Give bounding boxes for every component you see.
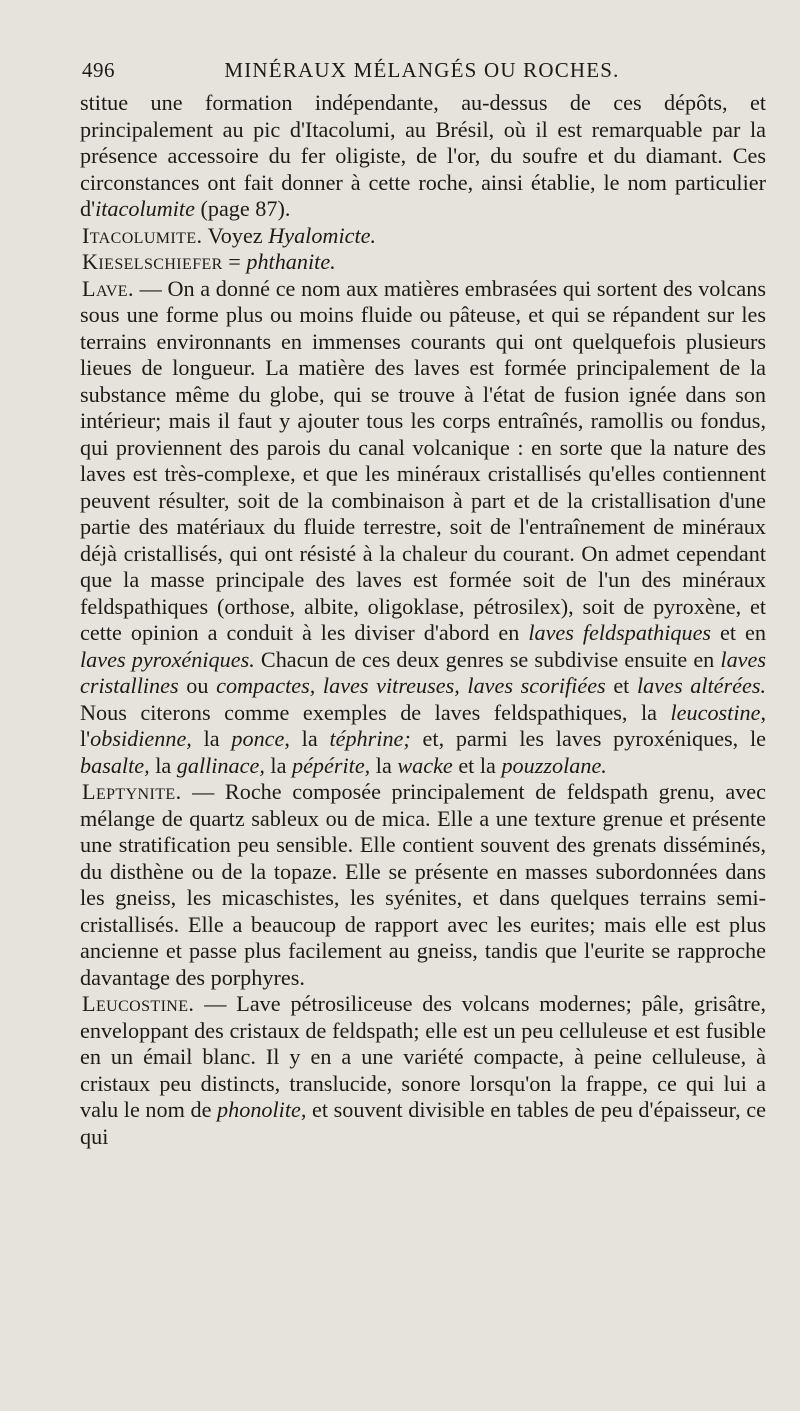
italic-term: Hyalomicte. (268, 222, 377, 248)
italic-term: téphrine; (329, 726, 411, 751)
italic-term: obsidienne, (90, 726, 192, 751)
entry-term: Leucostine. (82, 991, 195, 1016)
body-text: stitue une formation indépendante, au-dessus de ces dépôts, et principalement au pic d'Itacolumi, au Brésil, où il est remarquable par la présence accessoire du fer oligiste, de l'or, du soufre et du diamant. Ces circonstances ont fait donner à cette roche, ainsi établie, le nom particulier d' (80, 90, 766, 221)
entry-lave (80, 276, 766, 780)
body-text: la (264, 752, 292, 778)
italic-term: pouzzolane. (501, 752, 607, 778)
body-text: Voyez (202, 222, 269, 248)
italic-term: laves altérées. (637, 673, 767, 698)
italic-term: phthanite. (246, 249, 336, 274)
body-text: Nous citerons comme exemples de laves feldspathiques, la (80, 699, 671, 725)
body-text: — Roche composée principalement de feldspath grenu, avec mélange de quartz sableux ou de mica. Elle a une texture grenue et présente une stratification peu sensible. Elle contient souvent des grenats disséminés, du disthène ou de la topaze. Elle se présente en masses subordonnées dans les gneiss, les micaschistes, les syénites, et dans quelques terrains semi-cristallisés. Elle a beaucoup de rapport avec les eurites; mais elle est plus ancienne et passe plus facilement au gneiss, tandis que l'eurite se rapproche davantage des porphyres. (80, 779, 766, 990)
body-text: (page 87). (194, 196, 291, 221)
body-text: — On a donné ce nom aux matières embrasées qui sortent des volcans sous une forme plus ou moins fluide ou pâteuse, et qui se répandent sur les terrains environnants en immenses courants qui ont quelquefois plusieurs lieues de longueur. La matière des laves est formée principalement de la substance même du globe, qui se trouve à l'état de fusion ignée dans son intérieur; mais il faut y ajouter tous les corps entraînés, ramollis ou fondus, qui proviennent des parois du canal volcanique : en sorte que la nature des laves est très-complexe, et que les minéraux cristallisés qu'elles contiennent peuvent résulter, soit de la combinaison à part et de la cristallisation d'une partie des matériaux du fluide terrestre, soit de l'entraînement de minéraux déjà cristallisés, qui ont résisté à la chaleur du courant. On admet cependant que la masse principale des laves est formée soit de l'un des minéraux feldspathiques (orthose, albite, oligoklase, pétrosilex), soit de pyroxène, et cette opinion a conduit à les diviser d'abord en (80, 275, 766, 645)
page-header (82, 58, 762, 88)
body-text: — Lave pétrosiliceuse des volcans modernes; pâle, grisâtre, enveloppant des cristaux de feldspath; elle est un peu celluleuse et est fusible en un émail blanc. Il y en a une variété compacte, à peine celluleuse, à cristaux peu distincts, translucide, sonore lorsqu'on la frappe, ce qui lui a valu le nom de (80, 991, 766, 1122)
body-text: et la (452, 752, 502, 778)
body-text: ou (178, 673, 217, 698)
italic-term: pépérite, (291, 752, 371, 778)
entry-leucostine (80, 991, 766, 1150)
body-text: la (149, 752, 177, 778)
italic-term: ponce (231, 726, 285, 751)
entry-term: Leptynite. (82, 779, 182, 804)
italic-term: laves feldspathiques (528, 620, 712, 645)
entry-term: Kieselschiefer (82, 249, 223, 274)
body-text: , la (284, 726, 330, 751)
body-text: et souvent divisible en tables de peu d'épaisseur, ce qui (80, 1097, 767, 1149)
entry-kieselschiefer (80, 249, 766, 276)
body-text: la (191, 726, 232, 751)
entry-itacolumite (80, 223, 766, 250)
body-text: , l' (80, 699, 766, 751)
page-number: 496 (82, 58, 115, 82)
italic-term: leucostine (670, 699, 761, 725)
body-text: et (605, 673, 637, 698)
italic-term: itacolumite (95, 196, 195, 221)
running-title: MINÉRAUX MÉLANGÉS OU ROCHES. (224, 58, 620, 82)
paragraph-itacolumite-continuation (80, 90, 766, 223)
italic-term: compactes, laves vitreuses, laves scorifiées (216, 673, 606, 698)
body-text: Chacun de ces deux genres se subdivise ensuite en (254, 646, 721, 672)
italic-term: laves cristallines (80, 646, 766, 698)
italic-term: gallinace, (176, 752, 265, 778)
italic-term: phonolite, (217, 1097, 307, 1122)
entry-term: Lave. (82, 275, 134, 301)
body-text: et en (711, 620, 766, 645)
body-text: = (222, 249, 247, 274)
italic-term: laves pyroxéniques. (80, 646, 255, 672)
italic-term: basalte, (80, 752, 150, 778)
entry-term: Itacolumite. (82, 222, 203, 248)
body-text: la (370, 752, 398, 778)
italic-term: wacke (397, 752, 453, 778)
entry-leptynite (80, 779, 766, 991)
page-body (80, 90, 766, 1150)
body-text: et, parmi les laves pyroxéniques, le (410, 726, 766, 751)
